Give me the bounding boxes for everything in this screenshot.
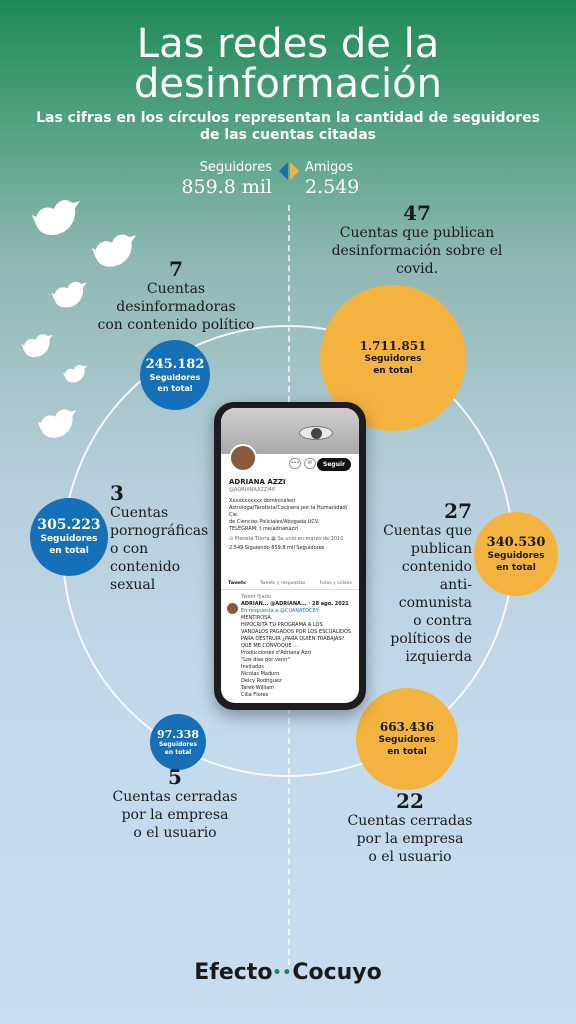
tweet-reply-to: En respuesta a @CUANATOCEY: [241, 608, 319, 614]
friends-stat: [305, 160, 359, 198]
twitter-bird-icon: [50, 278, 88, 312]
friends-value: 2.549: [305, 176, 360, 198]
title-line-1: Las redes de la: [136, 21, 440, 67]
profile-followers[interactable]: 859,8 mil Seguidores: [271, 545, 325, 551]
group-closed-large-count: 22: [396, 789, 424, 813]
group-political-desc-3: con contenido político: [97, 317, 255, 333]
follow-button[interactable]: Seguir: [317, 458, 351, 471]
group-porn-followers: 305.223: [37, 517, 101, 533]
group-closed-small-desc-1: Cuentas cerradas: [112, 789, 238, 805]
profile-location: Planeta Tierra: [234, 536, 270, 542]
group-porn-desc-1: Cuentas: [110, 505, 169, 521]
group-political-followers: 245.182: [145, 356, 205, 372]
group-porn-followers-label-1: Seguidores: [40, 534, 98, 544]
avatar: [229, 444, 257, 472]
eye-image: [299, 426, 333, 440]
tweet-pinned-label: Tweet fijado: [241, 594, 271, 600]
calendar-icon: ▦: [271, 536, 276, 542]
group-anticommunist-desc-4: anti-comunista: [398, 577, 472, 611]
message-icon[interactable]: ✉: [304, 458, 316, 469]
tab-media[interactable]: Fotos y videos: [319, 581, 352, 586]
group-closed-large-bubble: [356, 688, 458, 790]
twitter-bird-icon: [36, 405, 78, 443]
tweet-author: ADRIAN... @ADRIANA... · 28 ago. 2021: [241, 601, 349, 607]
group-closed-large-desc-3: o el usuario: [368, 849, 452, 865]
group-closed-small-desc-3: o el usuario: [133, 825, 217, 841]
tweet-body: [241, 601, 353, 699]
tweet-line: Producciones d'Adriana Azzi: [241, 650, 312, 656]
group-closed-large-followers: 663.436: [379, 720, 435, 734]
group-closed-large-desc-2: por la empresa: [356, 831, 464, 847]
brand-dots: ••: [272, 965, 293, 981]
group-porn-desc-4: sexual: [110, 577, 156, 593]
profile-info: [229, 478, 353, 552]
group-porn-bubble: [30, 498, 108, 576]
phone-mockup: [214, 402, 366, 710]
twitter-bird-icon: [62, 362, 88, 386]
tweet-line: Cilia Flores: [241, 692, 269, 698]
tweet-line: Nicolas Maduro: [241, 671, 280, 677]
tweet-line: QUE ME CONVOQUE ...: [241, 643, 298, 649]
group-covid-followers: 1.711.851: [359, 339, 427, 353]
stats-row: [0, 160, 576, 204]
brand-left: Efecto: [194, 960, 273, 985]
brand-right: Cocuyo: [292, 960, 382, 985]
followers-value: 859.8 mil: [181, 176, 272, 198]
profile-name: ADRIANA AZZI: [229, 478, 286, 486]
group-porn-desc-3: o con contenido: [110, 541, 181, 575]
group-covid-desc-1: Cuentas que publican: [339, 225, 495, 241]
subtitle-line-1: Las cifras en los círculos representan la cantidad de seguidores: [36, 110, 540, 126]
group-anticommunist-desc-1: Cuentas que: [383, 523, 472, 539]
group-closed-small-desc-2: por la empresa: [121, 807, 229, 823]
profile-following[interactable]: 2.549 Siguiendo: [229, 545, 270, 551]
group-closed-small-followers-label-2: en total: [164, 748, 192, 756]
group-political-label: [96, 258, 256, 334]
twitter-bird-icon: [20, 330, 54, 362]
profile-bio-line-4: TELEGRAM: t.me/adrianazzi: [229, 526, 299, 532]
group-porn-count: 3: [110, 481, 124, 505]
group-closed-large-followers-label-1: Seguidores: [378, 735, 436, 745]
group-anticommunist-label: [368, 500, 472, 666]
phone-screen: [221, 408, 359, 703]
profile-bio-line-3: de Ciencias Policiales/Abogada UCV.: [229, 519, 320, 525]
group-porn-followers-label-2: en total: [49, 546, 89, 556]
tab-replies[interactable]: Tweets y respuestas: [260, 581, 306, 586]
group-political-count: 7: [169, 257, 183, 281]
brand-logo: [0, 960, 576, 985]
group-covid-followers-label-1: Seguidores: [364, 354, 422, 364]
profile-bio-line-1: Xxxxxxxxxxx dominicales/: [229, 498, 296, 504]
subtitle-line-2: de las cuentas citadas: [200, 127, 376, 143]
group-political-bubble: [140, 340, 210, 410]
group-anticommunist-followers-label-1: Seguidores: [487, 550, 545, 561]
group-closed-large-label: [330, 790, 490, 866]
group-closed-small-followers: 97.338: [156, 727, 200, 741]
more-icon[interactable]: •••: [289, 458, 301, 469]
group-anticommunist-desc-3: contenido: [401, 559, 472, 575]
tweet-line: Delcy Rodriguez: [241, 678, 282, 684]
pinned-tweet[interactable]: [227, 594, 353, 699]
group-covid-followers-label-2: en total: [373, 366, 413, 376]
group-anticommunist-followers-label-2: en total: [496, 562, 536, 573]
group-porn-desc-2: pornográficas: [110, 523, 209, 539]
group-anticommunist-desc-7: izquierda: [405, 649, 472, 665]
tweet-avatar: [227, 603, 238, 614]
group-anticommunist-followers: 340.530: [486, 534, 546, 550]
profile-joined: Se unió en marzo de 2010: [277, 536, 344, 542]
followers-label: Seguidores: [199, 160, 272, 175]
group-covid-desc-3: covid.: [395, 261, 439, 277]
profile-bio: [229, 498, 353, 533]
tweet-line: HIPOCRITA TU PROGRAMA A LOS: [241, 622, 323, 628]
page-subtitle: [30, 110, 546, 144]
group-closed-small-followers-label-1: Seguidores: [158, 740, 198, 748]
friends-label: Amigos: [305, 160, 354, 175]
group-political-followers-label-1: Seguidores: [149, 372, 201, 382]
tweet-line: VANDALOS PAGADOS POR LOS ESCUALIDOS: [241, 629, 352, 635]
profile-tabs: [221, 578, 359, 590]
group-anticommunist-bubble: [474, 512, 558, 596]
group-closed-small-count: 5: [168, 765, 182, 789]
location-icon: ⊙: [229, 536, 234, 542]
tweet-line: "Los días por venir": [241, 657, 290, 663]
split-arrows-icon: [277, 160, 301, 182]
group-closed-large-desc-1: Cuentas cerradas: [347, 813, 473, 829]
group-closed-small-bubble: [150, 714, 206, 770]
page-title: [0, 21, 576, 107]
group-closed-large-followers-label-2: en total: [387, 747, 427, 757]
group-covid-count: 47: [403, 201, 431, 225]
profile-follow-counts: [229, 545, 353, 552]
group-porn-label: [110, 482, 220, 594]
group-covid-desc-2: desinformación sobre el: [331, 243, 503, 259]
group-covid-label: [322, 202, 512, 278]
group-political-desc-1: Cuentas: [146, 281, 206, 297]
profile-meta: [229, 536, 353, 543]
title-line-2: desinformación: [133, 61, 442, 107]
twitter-bird-icon: [30, 195, 82, 241]
group-political-followers-label-2: en total: [157, 383, 193, 393]
group-anticommunist-desc-2: publican: [410, 541, 472, 557]
tweet-line: Invitados: [241, 664, 264, 670]
group-anticommunist-count: 27: [444, 499, 472, 523]
tweet-line: MENTIROSA.: [241, 615, 273, 621]
followers-stat: [181, 160, 272, 198]
profile-handle: @ADRIANAAZZI46: [229, 487, 276, 493]
tweet-line: PARA DESTRUIR ¿PARA QUIÉN TRABAJAS?: [241, 636, 345, 642]
profile-bio-line-2: Astrologa/Tarotista/Cocinera por la Humanidad/ Cie.: [229, 505, 348, 518]
group-closed-small-label: [100, 766, 250, 842]
tweet-line: Tarek William: [241, 685, 275, 691]
group-anticommunist-desc-6: políticos de: [390, 631, 472, 647]
tab-tweets[interactable]: Tweets: [228, 581, 246, 586]
group-anticommunist-desc-5: o contra: [413, 613, 472, 629]
group-political-desc-2: desinformadoras: [116, 299, 236, 315]
